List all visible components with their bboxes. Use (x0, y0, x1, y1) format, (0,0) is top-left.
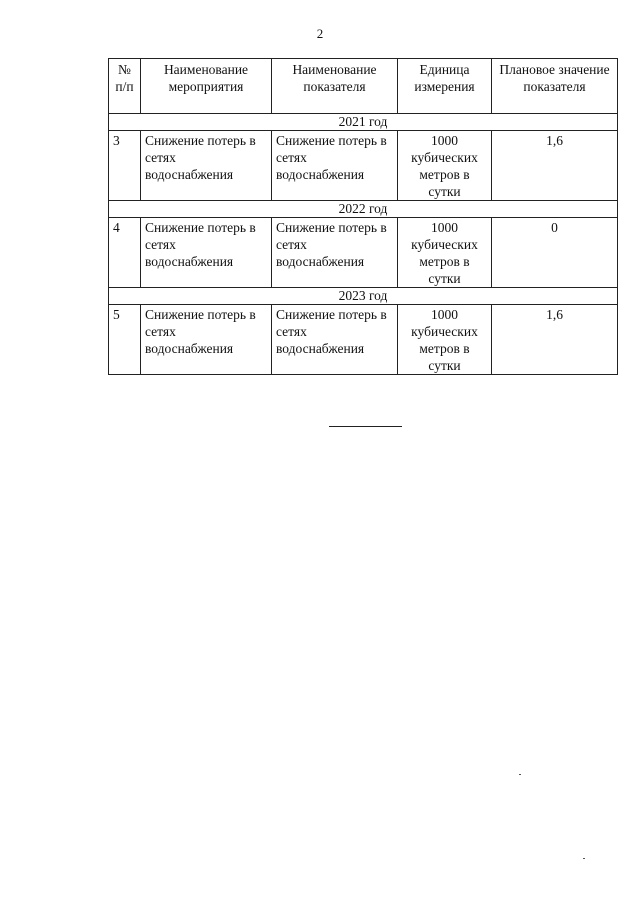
row-num: 5 (109, 305, 141, 375)
table-header-row (109, 59, 618, 114)
year-row (109, 114, 618, 131)
year-row (109, 201, 618, 218)
row-name: Снижение потерь в сетях водоснабжения (141, 305, 272, 375)
row-value: 0 (492, 218, 618, 288)
table-row (109, 218, 618, 288)
row-unit: 1000 кубических метров в сутки (398, 305, 492, 375)
table-row (109, 131, 618, 201)
header-indicator: Наименование показателя (272, 59, 398, 114)
table-row (109, 305, 618, 375)
header-unit: Единица измерения (398, 59, 492, 114)
plan-indicators-table (108, 58, 618, 375)
row-name: Снижение потерь в сетях водоснабжения (141, 218, 272, 288)
header-value: Плановое значение показателя (492, 59, 618, 114)
row-name: Снижение потерь в сетях водоснабжения (141, 131, 272, 201)
page-number: 2 (316, 26, 324, 41)
row-value: 1,6 (492, 305, 618, 375)
year-label: 2021 год (109, 114, 618, 131)
row-unit: 1000 кубических метров в сутки (398, 131, 492, 201)
scan-speck (519, 774, 521, 775)
row-num: 4 (109, 218, 141, 288)
row-num: 3 (109, 131, 141, 201)
row-unit: 1000 кубических метров в сутки (398, 218, 492, 288)
row-value: 1,6 (492, 131, 618, 201)
end-of-document-rule (329, 426, 402, 427)
year-row (109, 288, 618, 305)
header-name: Наименование мероприятия (141, 59, 272, 114)
year-label: 2023 год (109, 288, 618, 305)
row-indicator: Снижение потерь в сетях водоснабжения (272, 131, 398, 201)
year-label: 2022 год (109, 201, 618, 218)
scan-speck (583, 858, 585, 859)
header-num: № п/п (109, 59, 141, 114)
row-indicator: Снижение потерь в сетях водоснабжения (272, 305, 398, 375)
row-indicator: Снижение потерь в сетях водоснабжения (272, 218, 398, 288)
